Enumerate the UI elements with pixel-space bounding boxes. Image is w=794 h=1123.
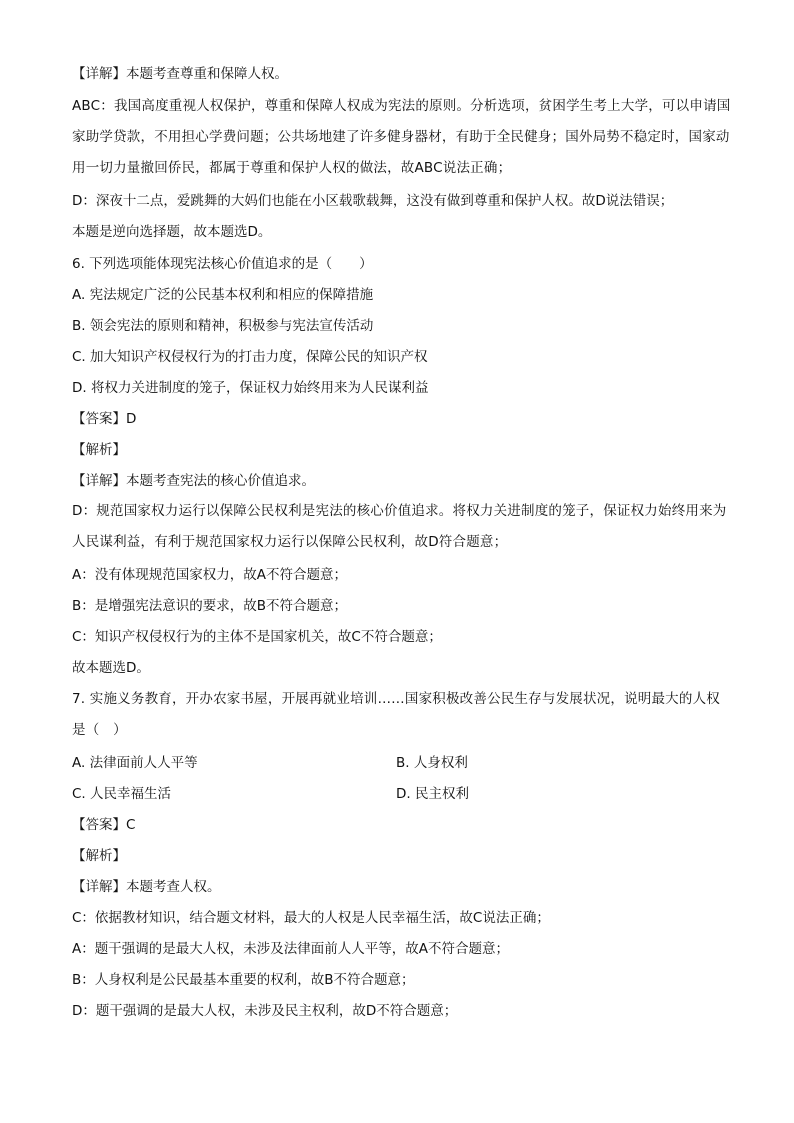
q6-answer: 【答案】D	[72, 411, 137, 427]
q7-option-d: D. 民主权利	[396, 786, 469, 802]
q6-a-analysis: A：没有体现规范国家权力，故A不符合题意；	[72, 567, 347, 583]
q7-option-a: A. 法律面前人人平等	[72, 755, 198, 771]
q7-stem: 7. 实施义务教育，开办农家书屋，开展再就业培训……国家积极改善公民生存与发展状况，说明最大的人权是（ ）	[72, 691, 720, 738]
q6-option-b: B. 领会宪法的原则和精神，积极参与宪法宣传活动	[72, 318, 374, 334]
q5-detail-heading: 【详解】本题考查尊重和保障人权。	[72, 66, 288, 82]
q6-b-analysis: B：是增强宪法意识的要求，故B不符合题意；	[72, 598, 348, 614]
q7-analysis-heading: 【解析】	[72, 848, 126, 864]
q6-stem: 6. 下列选项能体现宪法核心价值追求的是（ ）	[72, 256, 373, 272]
q5-conclusion: 本题是逆向选择题，故本题选D。	[72, 224, 272, 240]
q6-c-analysis: C：知识产权侵权行为的主体不是国家机关，故C不符合题意；	[72, 629, 442, 645]
q7-c-analysis: C：依据教材知识，结合题文材料，最大的人权是人民幸福生活，故C说法正确；	[72, 910, 550, 926]
q6-conclusion: 故本题选D。	[72, 660, 150, 676]
q6-option-d: D. 将权力关进制度的笼子，保证权力始终用来为人民谋利益	[72, 380, 429, 396]
q7-option-c: C. 人民幸福生活	[72, 786, 172, 802]
q6-option-c: C. 加大知识产权侵权行为的打击力度，保障公民的知识产权	[72, 349, 428, 365]
q7-d-analysis: D：题干强调的是最大人权，未涉及民主权利，故D不符合题意；	[72, 1003, 458, 1019]
q6-detail-heading: 【详解】本题考查宪法的核心价值追求。	[72, 473, 315, 489]
q7-detail-heading: 【详解】本题考查人权。	[72, 879, 221, 895]
q7-option-b: B. 人身权利	[396, 755, 468, 771]
q7-answer: 【答案】C	[72, 817, 136, 833]
q6-d-analysis: D：规范国家权力运行以保障公民权利是宪法的核心价值追求。将权力关进制度的笼子，保证权力始终用来为人民谋利益，有利于规范国家权力运行以保障公民权利，故D符合题意；	[72, 503, 727, 550]
q7-b-analysis: B：人身权利是公民最基本重要的权利，故B不符合题意；	[72, 972, 415, 988]
q5-abc-analysis: ABC：我国高度重视人权保护，尊重和保障人权成为宪法的原则。分析选项，贫困学生考上大学，可以申请国家助学贷款，不用担心学费问题；公共场地建了许多健身器材，有助于全民健身；国外局势不稳定时，国家动用一切力量撤回侨民，都属于尊重和保护人权的做法，故ABC说法正确；	[72, 98, 731, 176]
q6-analysis-heading: 【解析】	[72, 442, 126, 458]
q5-d-analysis: D：深夜十二点，爱跳舞的大妈们也能在小区载歌载舞，这没有做到尊重和保护人权。故D说法错误；	[72, 193, 674, 209]
q6-option-a: A. 宪法规定广泛的公民基本权利和相应的保障措施	[72, 287, 374, 303]
q7-a-analysis: A：题干强调的是最大人权，未涉及法律面前人人平等，故A不符合题意；	[72, 941, 509, 957]
